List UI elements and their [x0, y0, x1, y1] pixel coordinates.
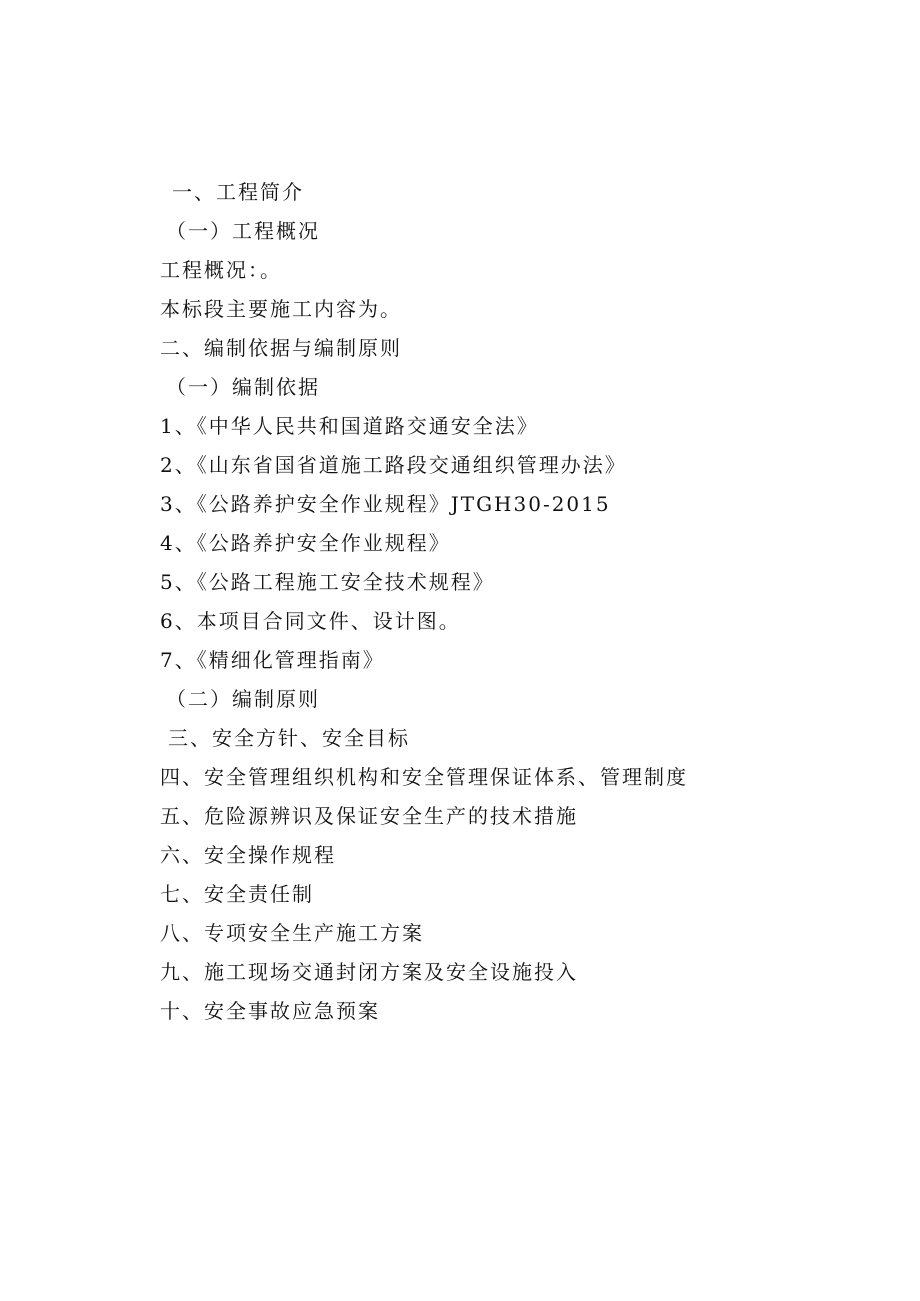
- heading-emergency-plan: 十、安全事故应急预案: [160, 999, 380, 1023]
- text-main-construction: 本标段主要施工内容为。: [160, 297, 402, 321]
- heading-basis-principles: 二、编制依据与编制原则: [160, 336, 402, 360]
- basis-item-4: 4、《公路养护安全作业规程》: [160, 531, 451, 555]
- heading-safety-organization: 四、安全管理组织机构和安全管理保证体系、管理制度: [160, 765, 688, 789]
- heading-safety-procedures: 六、安全操作规程: [160, 843, 336, 867]
- heading-traffic-closure-plan: 九、施工现场交通封闭方案及安全设施投入: [160, 960, 578, 984]
- basis-item-2: 2、《山东省国省道施工路段交通组织管理办法》: [160, 453, 627, 477]
- basis-item-5: 5、《公路工程施工安全技术规程》: [160, 570, 495, 594]
- subheading-compilation-basis: （一）编制依据: [166, 375, 320, 399]
- heading-hazard-identification: 五、危险源辨识及保证安全生产的技术措施: [160, 804, 578, 828]
- subheading-project-overview: （一）工程概况: [166, 219, 320, 243]
- basis-item-6: 6、本项目合同文件、设计图。: [160, 609, 461, 633]
- text-project-overview: 工程概况：。: [160, 258, 282, 282]
- heading-project-intro: 一、工程简介: [172, 180, 304, 204]
- basis-item-3: 3、《公路养护安全作业规程》JTGH30-2015: [160, 492, 611, 516]
- basis-item-7: 7、《精细化管理指南》: [160, 648, 385, 672]
- basis-item-1: 1、《中华人民共和国道路交通安全法》: [160, 414, 539, 438]
- heading-safety-responsibility: 七、安全责任制: [160, 882, 314, 906]
- heading-special-safety-plan: 八、专项安全生产施工方案: [160, 921, 424, 945]
- heading-safety-policy: 三、安全方针、安全目标: [168, 726, 410, 750]
- subheading-compilation-principles: （二）编制原则: [166, 687, 320, 711]
